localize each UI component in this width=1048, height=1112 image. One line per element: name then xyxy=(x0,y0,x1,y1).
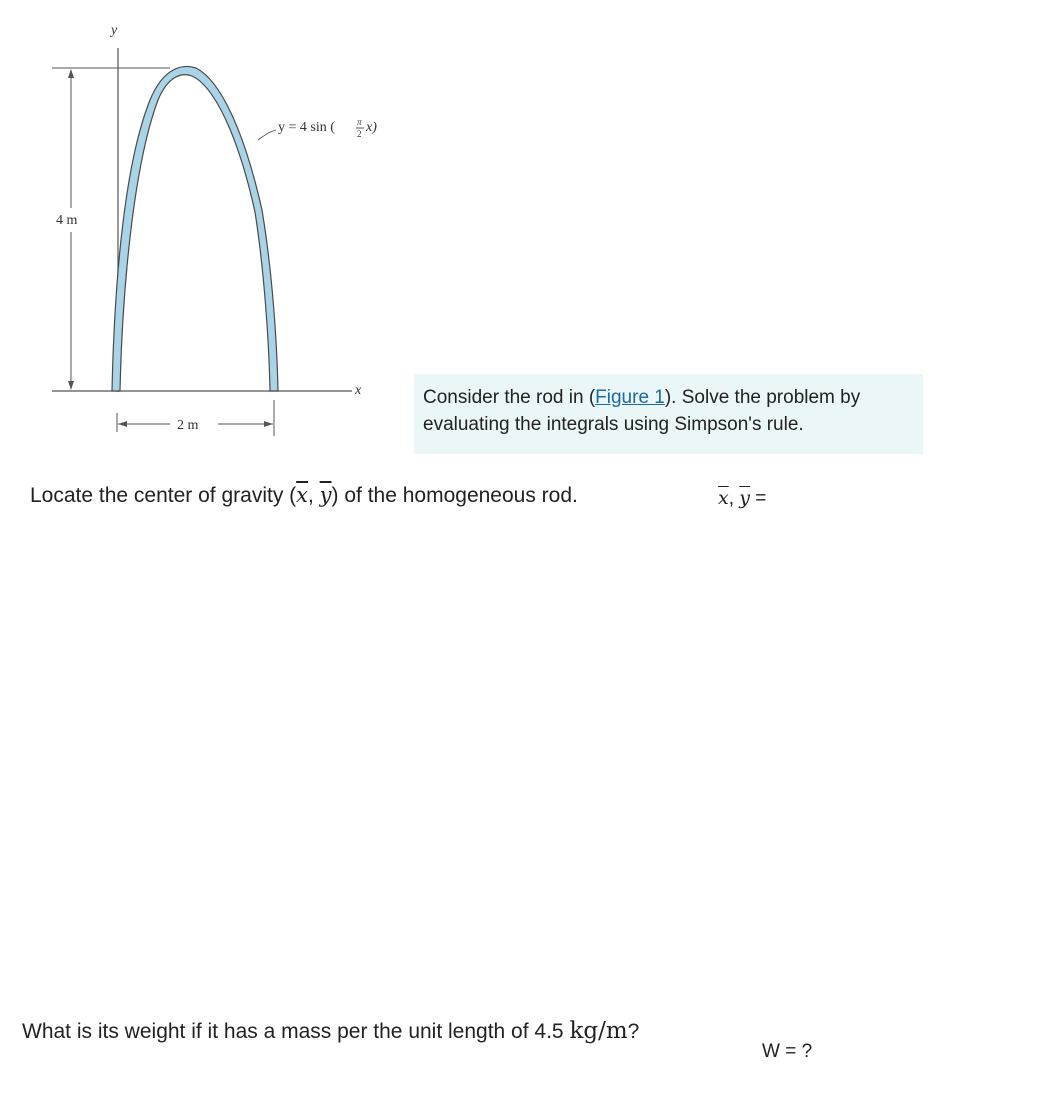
svg-text:y = 4 sin ( xyxy=(278,120,335,135)
equation-leader xyxy=(258,130,276,140)
height-dim-label: 4 m xyxy=(56,213,78,228)
q2-unit: kg/m xyxy=(569,1018,628,1044)
q2-qmark: ? xyxy=(627,1020,640,1043)
q1-text-after: ) of the homogeneous rod. xyxy=(331,484,578,507)
width-dim-label: 2 m xyxy=(177,418,199,433)
question-weight xyxy=(22,1018,639,1044)
height-dim-arrow-bottom xyxy=(68,381,74,390)
ans1-xbar: $\overline{x}$ xyxy=(718,487,729,509)
rod-figure xyxy=(0,0,420,460)
width-dim-arrow-right xyxy=(264,421,273,427)
equation-label xyxy=(278,117,377,139)
rod-shape xyxy=(112,67,278,391)
figure-link[interactable]: Figure 1 xyxy=(595,387,665,408)
ans1-ybar: $\overline{y}$ xyxy=(739,487,751,509)
question-center-of-gravity xyxy=(30,483,578,508)
equation-suffix: x) xyxy=(366,120,377,135)
info-text-before: Consider the rod in ( xyxy=(423,387,596,408)
q1-ybar: $\overline{y}$ xyxy=(319,483,332,507)
equation-pi: π xyxy=(357,117,362,127)
equation-prefix: y = 4 sin ( xyxy=(278,120,335,135)
y-axis-label: y xyxy=(111,23,118,38)
q2-text: What is its weight if it has a mass per the unit length of 4.5 xyxy=(22,1020,570,1043)
answer-weight: W = ? xyxy=(762,1041,813,1062)
problem-info-box xyxy=(414,374,923,454)
info-text-after: ). Solve the problem by evaluating the integrals using Simpson's rule. xyxy=(423,387,861,435)
q1-comma: , xyxy=(307,484,320,507)
q1-xbar: $\overline{x}$ xyxy=(296,483,308,507)
q1-text-before: Locate the center of gravity ( xyxy=(30,484,297,507)
ans1-sep: , xyxy=(728,488,740,509)
height-dim-arrow-top xyxy=(68,69,74,78)
ans1-eq: = xyxy=(750,488,767,509)
x-axis-label: x xyxy=(355,383,362,398)
rod-diagram xyxy=(0,0,420,460)
width-dim-arrow-left xyxy=(118,421,127,427)
equation-den: 2 xyxy=(357,129,362,139)
answer-center-of-gravity xyxy=(718,487,766,510)
